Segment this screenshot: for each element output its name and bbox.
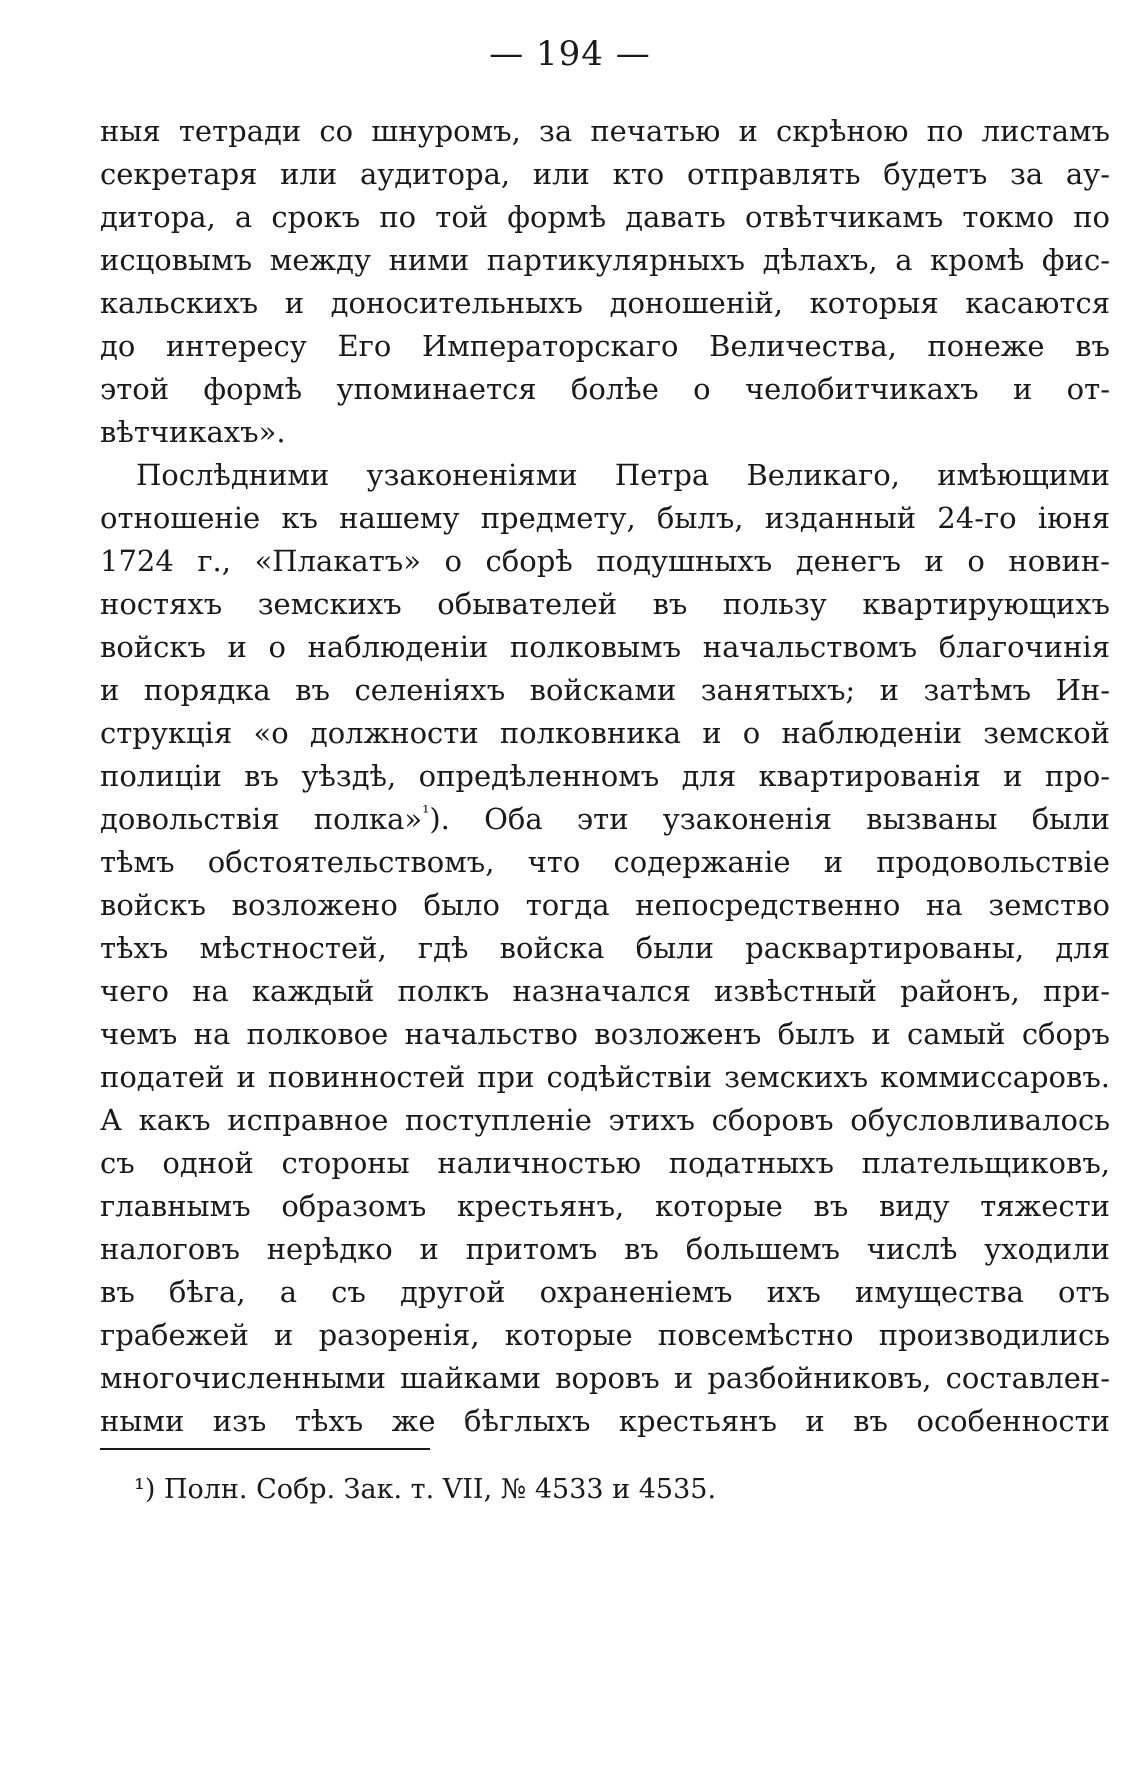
- text-line: главнымъ образомъ крестьянъ, которые въ виду тяжести: [100, 1189, 1110, 1223]
- text-line: полиціи въ уѣздѣ, опредѣленномъ для квартированія и про-: [100, 759, 1110, 793]
- text-line: ностяхъ земскихъ обывателей въ пользу квартирующихъ: [100, 587, 1110, 621]
- text-line: этой формѣ упоминается болѣе о челобитчикахъ и от-: [100, 372, 1110, 406]
- text-line: отношеніе къ нашему предмету, былъ, изданный 24-го іюня: [100, 501, 1110, 535]
- text-line: податей и повинностей при содѣйствіи земскихъ коммиссаровъ.: [100, 1060, 1110, 1094]
- line-segment: ). Оба эти узаконенія вызваны были: [429, 802, 1110, 836]
- text-line-with-footnote: [100, 798, 1110, 841]
- text-line: въ бѣга, а съ другой охраненіемъ ихъ имущества отъ: [100, 1275, 1110, 1309]
- footnote-reference: ¹: [422, 802, 430, 824]
- text-line: налоговъ нерѣдко и притомъ въ большемъ числѣ уходили: [100, 1232, 1110, 1266]
- page-number: — 194 —: [489, 34, 651, 74]
- text-line: до интересу Его Императорскаго Величества, понеже въ: [100, 329, 1110, 363]
- text-line: и порядка въ селеніяхъ войсками занятыхъ; и затѣмъ Ин-: [100, 673, 1110, 707]
- text-line: секретаря или аудитора, или кто отправлять будетъ за ау-: [100, 157, 1110, 191]
- text-line: А какъ исправное поступленіе этихъ сборовъ обусловливалось: [100, 1103, 1110, 1137]
- text-line: струкція «о должности полковника и о наблюденіи земской: [100, 716, 1110, 750]
- text-line: съ одной стороны наличностью податныхъ плательщиковъ,: [100, 1146, 1110, 1180]
- footnote-divider: [100, 1448, 430, 1450]
- text-line: войскъ и о наблюденіи полковымъ начальствомъ благочинія: [100, 630, 1110, 664]
- text-line: тѣхъ мѣстностей, гдѣ войска были расквартированы, для: [100, 931, 1110, 965]
- text-line: грабежей и разоренія, которые повсемѣстно производились: [100, 1318, 1110, 1352]
- main-text: [100, 110, 1110, 1443]
- footnote-text: Полн. Собр. Зак. т. VII, № 4533 и 4535.: [163, 1474, 717, 1505]
- text-line: Послѣдними узаконеніями Петра Великаго, имѣющими: [136, 458, 1110, 492]
- text-line: многочисленными шайками воровъ и разбойниковъ, составлен-: [100, 1361, 1110, 1395]
- text-line: чего на каждый полкъ назначался извѣстный районъ, при-: [100, 974, 1110, 1008]
- text-line: 1724 г., «Плакатъ» о сборѣ подушныхъ денегъ и о новин-: [100, 544, 1110, 578]
- text-line: войскъ возложено было тогда непосредственно на земство: [100, 888, 1110, 922]
- footnote-marker: ¹): [134, 1474, 156, 1505]
- text-line: исцовымъ между ними партикулярныхъ дѣлахъ, а кромѣ фис-: [100, 243, 1110, 277]
- text-line: тѣмъ обстоятельствомъ, что содержаніе и продовольствіе: [100, 845, 1110, 879]
- text-line: дитора, а срокъ по той формѣ давать отвѣтчикамъ токмо по: [100, 200, 1110, 234]
- footnote: [134, 1470, 716, 1510]
- text-line: ными изъ тѣхъ же бѣглыхъ крестьянъ и въ особенности: [100, 1404, 1110, 1438]
- line-segment: довольствія полка»: [100, 802, 423, 836]
- text-line: кальскихъ и доносительныхъ доношеній, которыя касаются: [100, 286, 1110, 320]
- text-line: чемъ на полковое начальство возложенъ былъ и самый сборъ: [100, 1017, 1110, 1051]
- text-line: вѣтчикахъ».: [100, 415, 286, 449]
- text-line: ныя тетради со шнуромъ, за печатью и скрѣною по листамъ: [100, 114, 1110, 148]
